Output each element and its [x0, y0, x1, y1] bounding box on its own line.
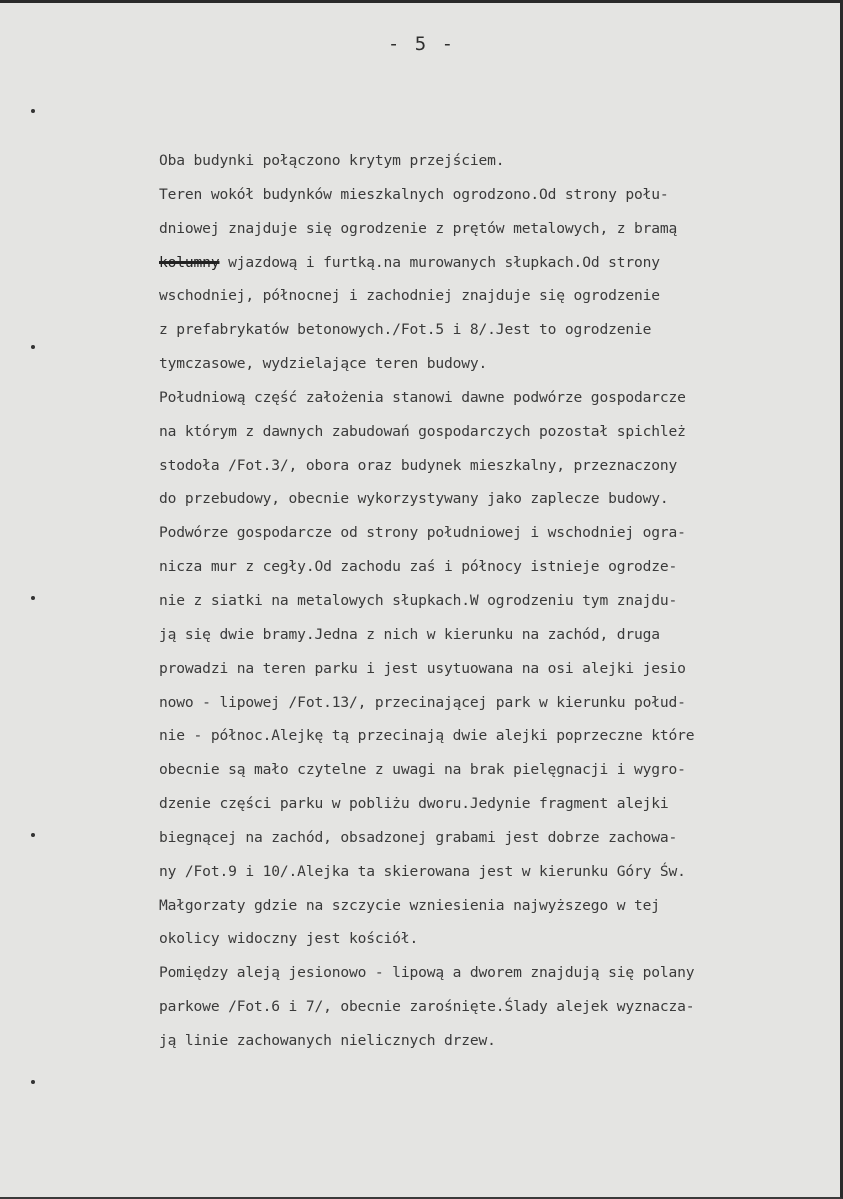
text-line: z prefabrykatów betonowych./Fot.5 i 8/.Jest to ogrodzenie [159, 321, 652, 339]
text-line: nowo - lipowej /Fot.13/, przecinającej park w kierunku połud- [159, 693, 686, 711]
text-line: dzenie części parku w pobliżu dworu.Jedynie fragment alejki [159, 795, 669, 813]
text-line: biegnącej na zachód, obsadzonej grabami jest dobrze zachowa- [159, 828, 678, 846]
text-line: Oba budynki połączono krytym przejściem. [159, 152, 505, 169]
punch-hole-mark [31, 1080, 35, 1084]
text-line-rest: wjazdową i furtką.na murowanych słupkach.Od strony [228, 253, 660, 271]
text-line: do przebudowy, obecnie wykorzystywany jako zaplecze budowy. [159, 490, 669, 508]
text-line: prowadzi na teren parku i jest usytuowana na osi alejki jesio [159, 659, 686, 677]
text-line: Pomiędzy aleją jesionowo - lipową a dworem znajdują się polany [159, 964, 695, 982]
text-line: obecnie są mało czytelne z uwagi na brak pielęgnacji i wygro- [159, 761, 686, 779]
punch-hole-mark [31, 833, 35, 837]
text-line: Południową część założenia stanowi dawne podwórze gospodarcze [159, 388, 686, 406]
text-line [159, 246, 819, 280]
body-text [159, 144, 819, 1058]
text-line: dniowej znajduje się ogrodzenie z prętów metalowych, z bramą [159, 219, 678, 237]
text-line: nie z siatki na metalowych słupkach.W ogrodzeniu tym znajdu- [159, 591, 678, 609]
text-line: ją linie zachowanych nielicznych drzew. [159, 1031, 496, 1049]
struck-out-word: kolumny [159, 253, 220, 271]
text-line: Teren wokół budynków mieszkalnych ogrodzono.Od strony połu- [159, 185, 669, 203]
text-line: okolicy widoczny jest kościół. [159, 930, 419, 948]
text-line: na którym z dawnych zabudowań gospodarczych pozostał spichleż [159, 422, 686, 440]
punch-hole-mark [31, 596, 35, 600]
text-line: Podwórze gospodarcze od strony południowej i wschodniej ogra- [159, 524, 686, 542]
text-line: ją się dwie bramy.Jedna z nich w kierunku na zachód, druga [159, 625, 660, 643]
text-line: Małgorzaty gdzie na szczycie wzniesienia najwyższego w tej [159, 896, 660, 914]
punch-hole-mark [31, 109, 35, 113]
text-line: nie - północ.Alejkę tą przecinają dwie alejki poprzeczne które [159, 727, 695, 745]
text-line: nicza mur z cegły.Od zachodu zaś i północy istnieje ogrodze- [159, 558, 678, 576]
text-line: wschodniej, północnej i zachodniej znajduje się ogrodzenie [159, 287, 660, 305]
text-line: parkowe /Fot.6 i 7/, obecnie zarośnięte.Ślady alejek wyznacza- [159, 998, 695, 1016]
text-line: ny /Fot.9 i 10/.Alejka ta skierowana jest w kierunku Góry Św. [159, 862, 686, 880]
text-line: tymczasowe, wydzielające teren budowy. [159, 355, 488, 373]
text-line: stodoła /Fot.3/, obora oraz budynek mieszkalny, przeznaczony [159, 456, 678, 474]
page-number: - 5 - [387, 33, 456, 55]
punch-hole-mark [31, 345, 35, 349]
